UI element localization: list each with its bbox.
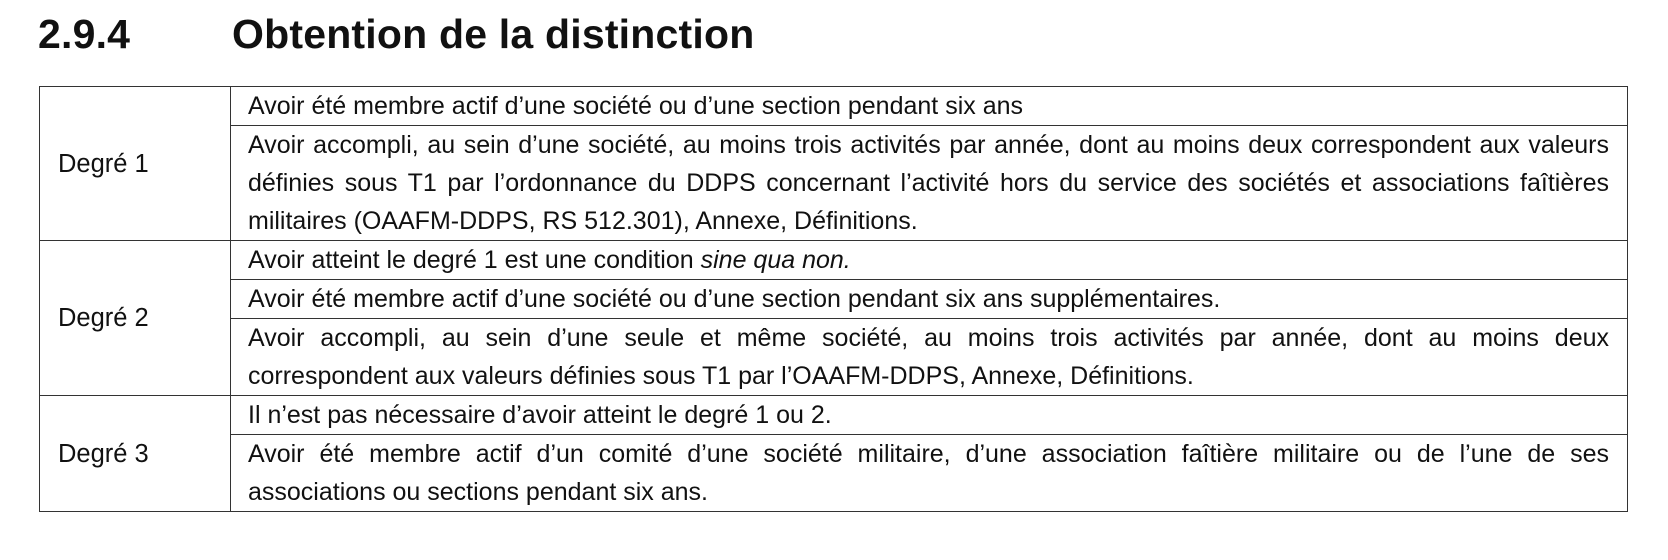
criterion-text: Avoir atteint le degré 1 est une condition bbox=[248, 246, 701, 274]
criterion-text: Avoir été membre actif d’un comité d’une société militaire, d’une association faîtière militaire ou de l’une de ses associations ou sections pendant six ans. bbox=[248, 440, 1609, 506]
criterion-text: Avoir été membre actif d’une société ou d’une section pendant six ans supplémentaires. bbox=[248, 285, 1221, 313]
criterion-cell bbox=[231, 280, 1628, 319]
criterion-text: Il n’est pas nécessaire d’avoir atteint le degré 1 ou 2. bbox=[248, 401, 832, 429]
criterion-cell bbox=[231, 126, 1628, 241]
criterion-text: Avoir accompli, au sein d’une seule et même société, au moins trois activités par année, dont au moins deux correspondent aux valeurs définies sous T1 par l’OAAFM-DDPS, Annexe, Définitions. bbox=[248, 324, 1609, 390]
criterion-text: Avoir été membre actif d’une société ou d’une section pendant six ans bbox=[248, 92, 1023, 120]
criterion-italic-text: sine qua non. bbox=[700, 246, 851, 274]
criterion-cell bbox=[231, 435, 1628, 512]
degree-label: Degré 2 bbox=[40, 241, 231, 396]
table-row bbox=[40, 126, 1628, 241]
requirements-table bbox=[39, 86, 1628, 512]
table-row bbox=[40, 396, 1628, 435]
criterion-cell bbox=[231, 241, 1628, 280]
section-heading bbox=[38, 11, 755, 57]
criterion-cell bbox=[231, 319, 1628, 396]
section-number: 2.9.4 bbox=[38, 11, 131, 57]
degree-label: Degré 3 bbox=[40, 396, 231, 512]
criterion-cell bbox=[231, 396, 1628, 435]
table-row bbox=[40, 280, 1628, 319]
table-row bbox=[40, 87, 1628, 126]
table-row bbox=[40, 435, 1628, 512]
table-row bbox=[40, 319, 1628, 396]
degree-label: Degré 1 bbox=[40, 87, 231, 241]
section-title: Obtention de la distinction bbox=[232, 11, 755, 57]
criterion-cell bbox=[231, 87, 1628, 126]
criterion-text: Avoir accompli, au sein d’une société, au moins trois activités par année, dont au moins deux correspondent aux valeurs définies sous T1 par l’ordonnance du DDPS concernant l’activité hors du service des sociétés et associations faîtières militaires (OAAFM-DDPS, RS 512.301), Annexe, Définitions. bbox=[248, 131, 1609, 235]
table-row bbox=[40, 241, 1628, 280]
